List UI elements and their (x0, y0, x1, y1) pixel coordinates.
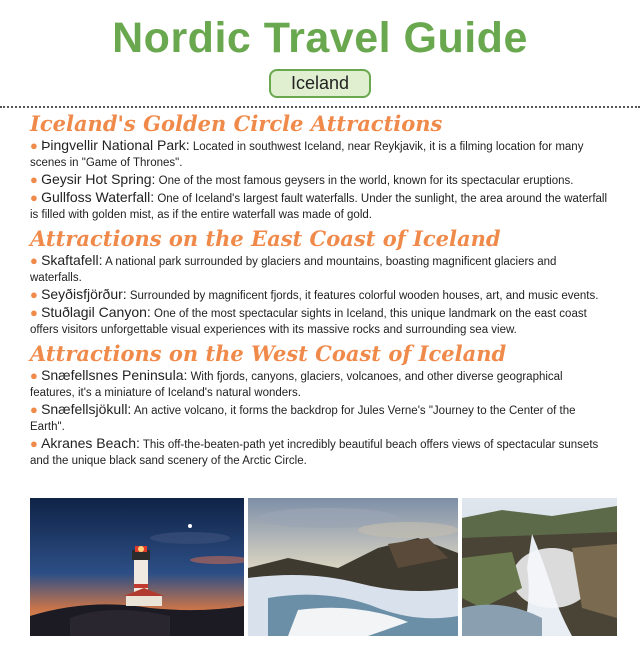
bullet-icon: ● (30, 138, 38, 153)
glacier-river-photo (248, 498, 458, 636)
photo-strip (30, 498, 617, 636)
dotted-divider (0, 106, 640, 108)
list-item: ● Seyðisfjörður: Surrounded by magnificent fjords, it features colorful wooden houses, art, and music events. (30, 286, 599, 302)
section-title: Attractions on the East Coast of Iceland (30, 226, 501, 251)
bullet-icon: ● (30, 305, 38, 320)
bullet-icon: ● (30, 368, 38, 383)
list-item: ● Skaftafell: A national park surrounded by glaciers and mountains, boasting magnificent glaciers and waterfalls. (30, 252, 557, 284)
country-badge: Iceland (269, 69, 371, 98)
list-item: ● Stuðlagil Canyon: One of the most spectacular sights in Iceland, this unique landmark on the east coast offers visitors unforgettable visual experiences with its massive rocks and surrounding sea view. (30, 304, 587, 336)
bullet-icon: ● (30, 436, 38, 451)
section-title: Iceland's Golden Circle Attractions (30, 111, 443, 136)
section-golden-circle (30, 112, 610, 223)
bullet-icon: ● (30, 253, 38, 268)
list-item: ● Snæfellsnes Peninsula: With fjords, canyons, glaciers, volcanoes, and other diverse geographical features, it's a miniature of Iceland's natural wonders. (30, 367, 563, 399)
section-east-coast (30, 227, 610, 338)
waterfall-photo (462, 498, 617, 636)
lighthouse-photo (30, 498, 244, 636)
list-item: ● Gullfoss Waterfall: One of Iceland's largest fault waterfalls. Under the sunlight, the area around the waterfall is filled with golden mist, as if the entire waterfall was made of gold. (30, 189, 608, 221)
section-west-coast (30, 342, 610, 469)
bullet-icon: ● (30, 287, 38, 302)
list-item: ● Þingvellir National Park: Located in southwest Iceland, near Reykjavik, it is a filming location for many scenes in "Game of Thrones". (30, 137, 584, 169)
list-item: ● Geysir Hot Spring: One of the most famous geysers in the world, known for its spectacular eruptions. (30, 171, 574, 187)
list-item: ● Snæfellsjökull: An active volcano, it forms the backdrop for Jules Verne's "Journey to the Center of the Earth". (30, 401, 576, 433)
content (0, 112, 640, 469)
bullet-icon: ● (30, 190, 38, 205)
bullet-icon: ● (30, 402, 38, 417)
page-title: Nordic Travel Guide (112, 14, 528, 62)
section-title: Attractions on the West Coast of Iceland (30, 341, 507, 366)
bullet-icon: ● (30, 172, 38, 187)
list-item: ● Akranes Beach: This off-the-beaten-path yet incredibly beautiful beach offers views of spectacular sunsets and the unique black sand scenery of the Arctic Circle. (30, 435, 599, 467)
